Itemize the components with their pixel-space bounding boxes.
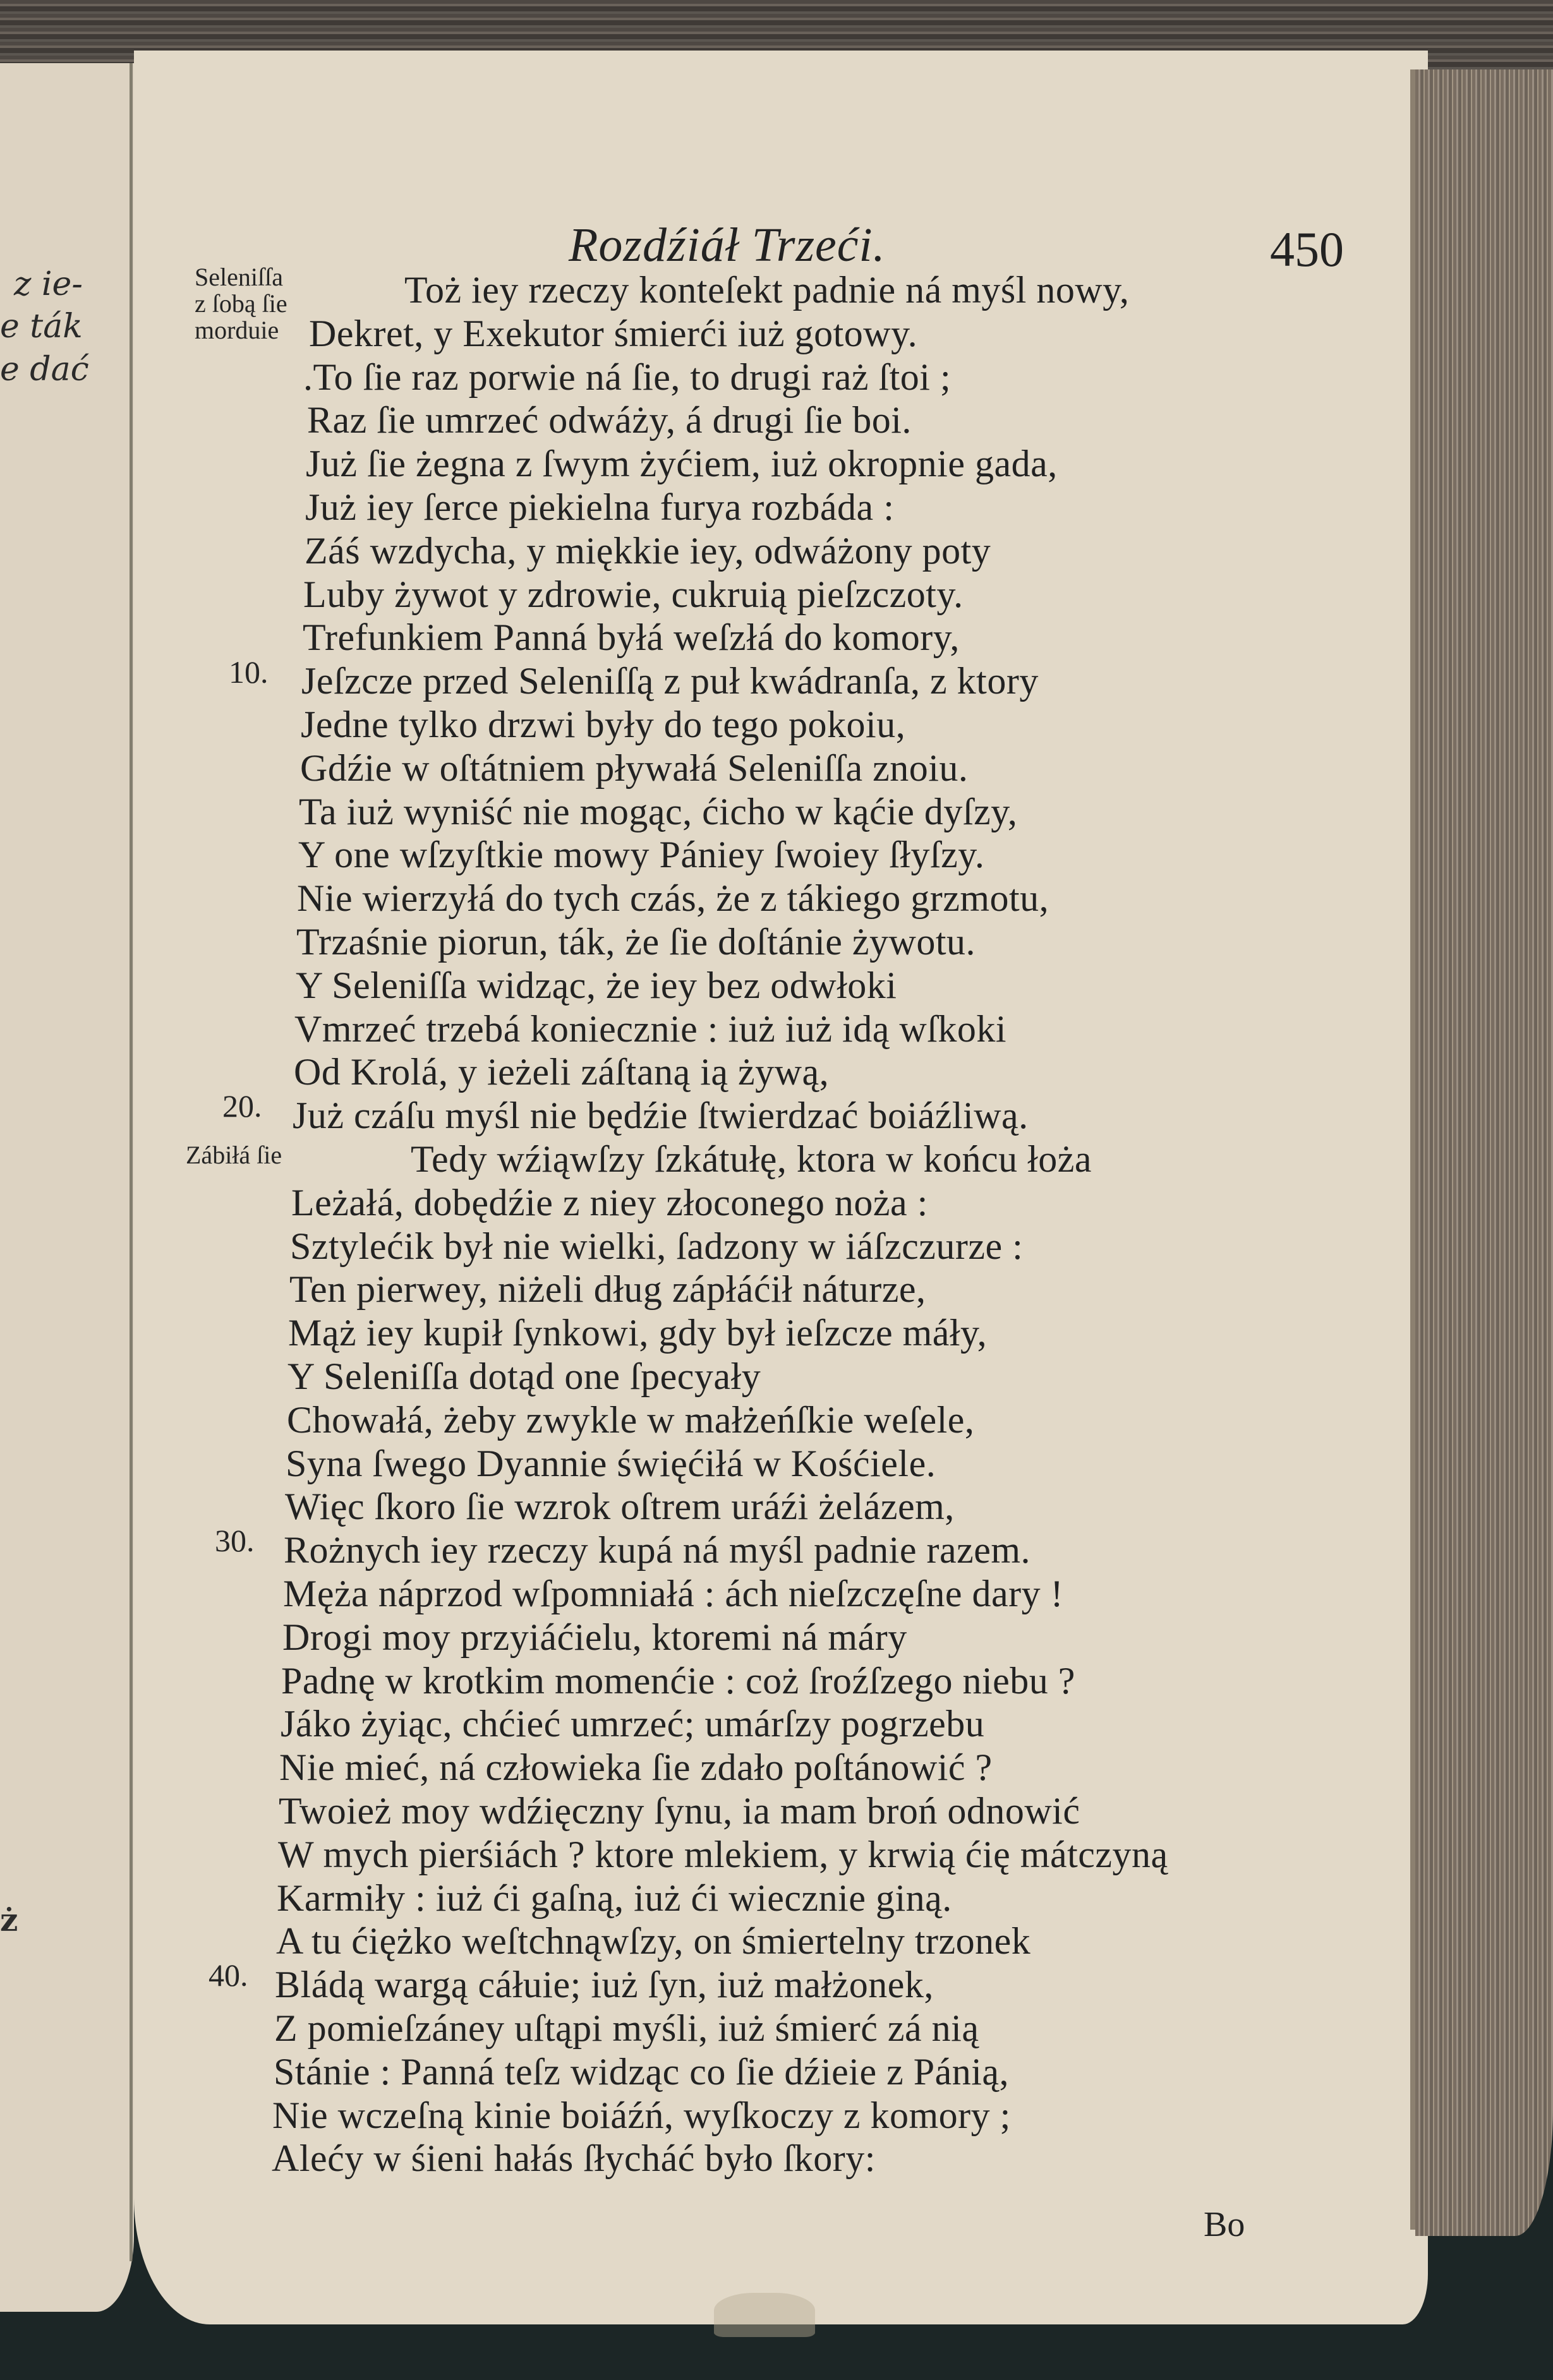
verse-line: Już czáſu myśl nie będźie ſtwierdzać boiáźliwą.	[293, 1095, 1029, 1136]
chapter-title: Rozdźiáł Trzeći.	[569, 219, 886, 272]
verse-line: Nie wierzyłá do tych czás, że z tákiego grzmotu,	[297, 877, 1049, 919]
verse-line: Gdźie w oſtátniem pływałá Seleniſſa znoiu.	[300, 747, 969, 789]
verse-line: Alećy w śieni hałás ſłycháć było ſkory:	[272, 2137, 876, 2179]
verse-line: Twoież moy wdźięczny ſynu, ia mam broń odnowić	[279, 1790, 1080, 1832]
verse-line: Ta iuż wyniść nie mogąc, ćicho w kąćie dyſzy,	[299, 791, 1018, 832]
verse-line: Raz ſie umrzeć odwáży, á drugi ſie boi.	[307, 399, 912, 441]
page-edge-stack	[1415, 69, 1553, 2236]
verse-line: Nie mieć, ná człowieka ſie zdało poſtánowić ?	[279, 1746, 993, 1788]
verse-line: Vmrzeć trzebá koniecznie : iuż iuż idą wſkoki	[294, 1008, 1007, 1050]
verse-line: Mąż iey kupił ſynkowi, gdy był ieſzcze máły,	[288, 1312, 988, 1354]
verse-line: W mych pierśiách ? ktore mlekiem, y krwią ćię mátczyną	[278, 1834, 1168, 1875]
verse-line: Już iey ſerce piekielna furya rozbáda :	[305, 486, 895, 528]
line-number: 20.	[222, 1088, 262, 1124]
verse-line: Stánie : Panná teſz widząc co ſie dźieie z Pánią,	[274, 2051, 1010, 2093]
verse-line: A tu ćiężko weſtchnąwſzy, on śmiertelny trzonek	[276, 1920, 1031, 1962]
page-gutter	[130, 63, 133, 2261]
margin-note-line: z ſobą ſie	[195, 289, 287, 318]
left-page-fragment: z ie-	[14, 265, 83, 303]
verse-line: Już ſie żegna z ſwym żyćiem, iuż okropnie gada,	[306, 443, 1058, 484]
margin-note	[186, 1142, 282, 1169]
verse-line: Chowałá, żeby zwykle w małżeńſkie weſele,	[287, 1399, 975, 1441]
verse-line: Od Krolá, y ieżeli záſtaną ią żywą,	[294, 1051, 830, 1093]
verse-line: Toż iey rzeczy konteſekt padnie ná myśl nowy,	[404, 269, 1130, 311]
verse-line: Drogi moy przyiáćielu, ktoremi ná máry	[282, 1616, 907, 1658]
verse-line: .To ſie raz porwie ná ſie, to drugi raż ſtoi ;	[303, 356, 952, 398]
verse-line: Padnę w krotkim momenćie : coż ſroźſzego niebu ?	[281, 1660, 1075, 1702]
verse-line: Karmiły : iuż ći gaſną, iuż ći wiecznie giną.	[277, 1877, 952, 1919]
line-number: 10.	[229, 654, 269, 690]
margin-note	[195, 264, 287, 344]
verse-line: Ten pierwey, niżeli dług zápłáćił náturze,	[289, 1268, 926, 1310]
verse-line: Jedne tylko drzwi były do tego pokoiu,	[301, 704, 906, 745]
catchword: Bo	[1204, 2205, 1245, 2244]
verse-line: Męża náprzod wſpomniałá : ách nieſzczęſne dary !	[283, 1573, 1064, 1614]
verse-line: Jeſzcze przed Seleniſſą z puł kwádranſa, z ktory	[301, 660, 1039, 702]
page-number: 450	[1270, 222, 1344, 277]
verse-line: Trefunkiem Panná byłá weſzłá do komory,	[303, 616, 960, 658]
left-page-fragment: e dać	[0, 351, 89, 388]
line-number: 30.	[215, 1523, 255, 1558]
verse-line: Sztylećik był nie wielki, ſadzony w iáſzczurze :	[290, 1225, 1024, 1267]
verse-line: Bládą wargą cáłuie; iuż ſyn, iuż małżonek,	[275, 1964, 934, 2005]
verse-line: Y Seleniſſa dotąd one ſpecyały	[287, 1355, 761, 1397]
verse-line: Záś wzdycha, y miękkie iey, odwáżony poty	[305, 530, 991, 572]
margin-note-line: morduie	[195, 316, 279, 344]
line-number: 40.	[208, 1957, 248, 1993]
verse-line: Luby żywot y zdrowie, cukruią pieſzczoty.	[303, 574, 964, 615]
left-page-fragment: e ták	[0, 308, 83, 346]
verse-line: Dekret, y Exekutor śmierći iuż gotowy.	[309, 313, 918, 354]
verse-line: Syna ſwego Dyannie święćiłá w Kośćiele.	[286, 1443, 936, 1484]
verse-line: Y one wſzyſtkie mowy Pániey ſwoiey ſłyſzy.	[298, 834, 985, 875]
verse-line: Trzaśnie piorun, ták, że ſie doſtánie żywotu.	[296, 921, 976, 963]
verse-line: Jáko żyiąc, chćieć umrzeć; umárſzy pogrzebu	[281, 1703, 985, 1745]
verse-line: Tedy wźiąwſzy ſzkátułę, ktora w końcu łoża	[411, 1138, 1092, 1180]
verse-line: Rożnych iey rzeczy kupá ná myśl padnie razem.	[284, 1529, 1031, 1571]
verse-line: Leżałá, dobędźie z niey złoconego noża :	[291, 1182, 928, 1223]
verse-line: Więc ſkoro ſie wzrok oſtrem uráźi żelázem,	[285, 1486, 955, 1527]
verse-line: Z pomieſzáney uſtąpi myśli, iuż śmierć zá nią	[274, 2007, 979, 2049]
margin-note-line: Seleniſſa	[195, 263, 283, 291]
verse-line: Nie wczeſną kinie boiáźń, wyſkoczy z komory ;	[272, 2095, 1011, 2136]
verse-line: Y Seleniſſa widząc, że iey bez odwłoki	[296, 965, 897, 1006]
paper-stain	[714, 2293, 815, 2337]
left-page	[0, 63, 134, 2312]
margin-note-line: Zábiłá ſie	[186, 1141, 282, 1169]
left-page-fragment: ż	[0, 1901, 18, 1938]
